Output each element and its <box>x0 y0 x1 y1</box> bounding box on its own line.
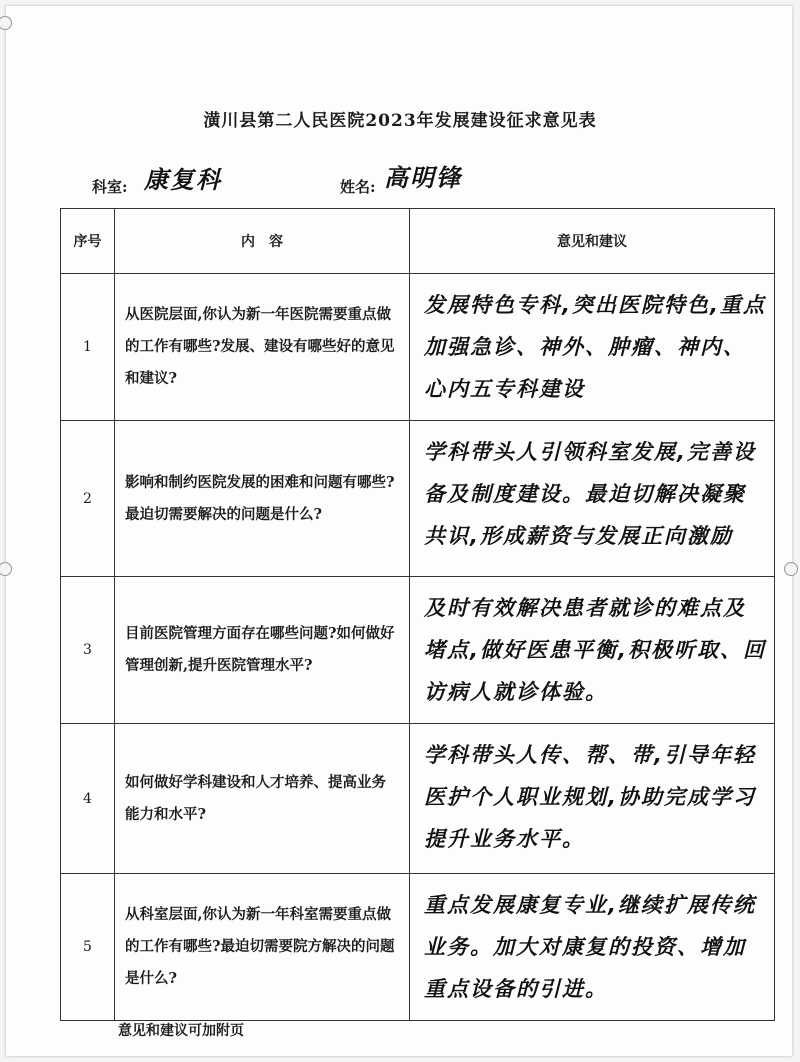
row-question: 从科室层面,你认为新一年科室需要重点做的工作有哪些?最迫切需要院方解决的问题是什么? <box>115 874 410 1021</box>
row-question: 从医院层面,你认为新一年医院需要重点做的工作有哪些?发展、建设有哪些好的意见和建议? <box>115 274 410 421</box>
footer-note: 意见和建议可加附页 <box>118 1023 244 1039</box>
table-row <box>61 874 775 1021</box>
table-row <box>61 724 775 874</box>
name-value: 高明锋 <box>384 164 462 192</box>
row-answer: 发展特色专科,突出医院特色,重点加强急诊、神外、肿瘤、神内、心内五专科建设 <box>410 274 775 421</box>
row-answer: 及时有效解决患者就诊的难点及堵点,做好医患平衡,积极听取、回访病人就诊体验。 <box>410 577 775 724</box>
punch-hole <box>784 562 798 576</box>
row-question: 目前医院管理方面存在哪些问题?如何做好管理创新,提升医院管理水平? <box>115 577 410 724</box>
row-index: 3 <box>61 577 115 724</box>
row-answer: 学科带头人传、帮、带,引导年轻医护个人职业规划,协助完成学习提升业务水平。 <box>410 724 775 874</box>
row-index: 4 <box>61 724 115 874</box>
row-index: 5 <box>61 874 115 1021</box>
row-answer: 重点发展康复专业,继续扩展传统业务。加大对康复的投资、增加重点设备的引进。 <box>410 874 775 1021</box>
header-opinion: 意见和建议 <box>410 209 775 274</box>
row-question: 影响和制约医院发展的困难和问题有哪些?最迫切需要解决的问题是什么? <box>115 421 410 577</box>
form-title: 潢川县第二人民医院2023年发展建设征求意见表 <box>203 111 597 131</box>
row-index: 1 <box>61 274 115 421</box>
table-row <box>61 274 775 421</box>
row-question: 如何做好学科建设和人才培养、提高业务能力和水平? <box>115 724 410 874</box>
department-label: 科室: <box>92 178 128 196</box>
row-answer: 学科带头人引领科室发展,完善设备及制度建设。最迫切解决凝聚共识,形成薪资与发展正向激励 <box>410 421 775 577</box>
name-label: 姓名: <box>340 178 376 196</box>
row-index: 2 <box>61 421 115 577</box>
table-row <box>61 577 775 724</box>
table-row <box>61 421 775 577</box>
feedback-table <box>60 208 775 1021</box>
header-content: 内 容 <box>115 209 410 274</box>
header-row <box>61 209 775 274</box>
header-index: 序号 <box>61 209 115 274</box>
department-value: 康复科 <box>144 166 222 194</box>
